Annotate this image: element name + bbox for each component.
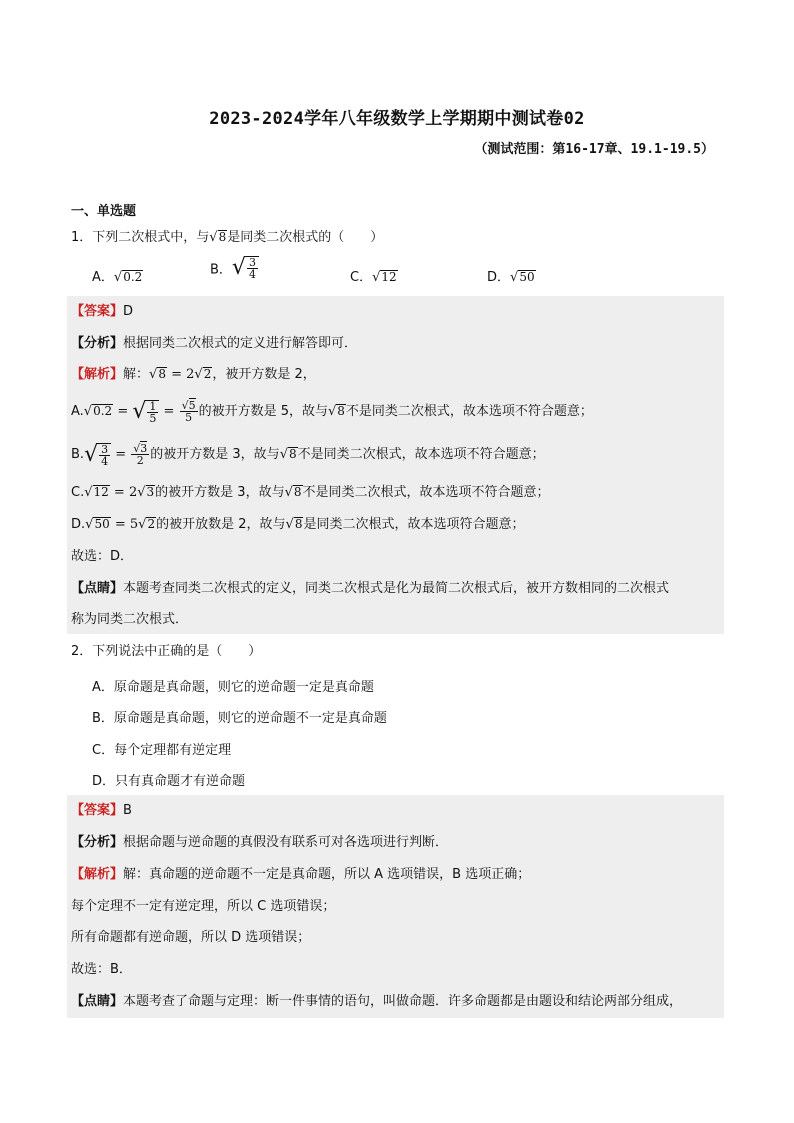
answer-tag: 【答案】 [71,304,124,319]
q1-stem-b: 是同类二次根式的（ ） [227,230,384,245]
sqrt-icon: √ [132,398,147,424]
q1-comment [71,580,669,598]
sqrt-icon: √ [138,517,147,532]
q1-option-b-num: 3 [248,256,256,269]
sqrt-icon: √ [137,485,146,500]
analysis-tag: 【分析】 [71,336,124,351]
q1-option-a [92,266,143,285]
q1-line-a-r-den: 5 [185,411,193,424]
q1-option-d [487,266,536,285]
q1-line-a-text2: 不是同类二次根式，故本选项不符合题意； [345,404,593,419]
solution-tag: 【解析】 [71,367,124,382]
q1-line-a-eq2: = [159,404,179,419]
q1-sol-rad8: 8 [158,367,166,381]
q1-line-c [71,484,550,502]
sqrt-icon: √ [327,404,337,419]
q1-sol-a: 解： [123,367,150,382]
q1-line-d-eq: = 5 [110,517,139,532]
q1-stem-radicand: 8 [218,230,227,244]
q2-option-b: B．原命题是真命题，则它的逆命题不一定是真命题 [92,711,387,726]
comment-tag: 【点睛】 [71,994,124,1009]
q2-answer [71,802,132,820]
q1-sol-b: ，被开方数是 2， [212,367,316,382]
q2-comment [71,993,682,1011]
q1-line-b-label: B. [71,447,85,462]
sqrt-icon: √ [84,441,99,467]
q1-line-a-sqrt-frac [132,400,159,424]
q1-line-c-text: 的被开方数是 3，故与 [155,485,285,500]
q1-line-d-rad2: 2 [147,517,156,531]
q2-solution [71,866,530,884]
doc-title: 2023-2024学年八年级数学上学期期中测试卷02 [209,109,585,129]
sqrt-icon: √ [285,517,294,532]
q1-line-c-rad3: 3 [146,485,155,499]
q1-line-b-r-den: 2 [136,454,144,467]
q1-answer [71,303,133,321]
q1-line-a-text: 的被开方数是 5，故与 [198,404,328,419]
q1-analysis [71,335,357,353]
doc-subtitle: （测试范围：第16-17章、19.1-19.5） [474,142,714,157]
q1-option-c-radicand: 12 [381,270,397,284]
q1-option-a-radicand: 0.2 [123,270,143,284]
q1-analysis-text: 根据同类二次根式的定义进行解答即可． [123,336,358,351]
q2-option-d: D．只有真命题才有逆命题 [92,774,246,789]
q2-option-c: C．每个定理都有逆定理 [92,743,232,758]
q1-line-d-text: 的被开放数是 2，故与 [156,517,286,532]
q1-line-d [71,516,524,534]
q1-line-a-r-num: 5 [188,399,196,412]
q2-comment-text: 本题考查了命题与定理：断一件事情的语句，叫做命题．许多命题都是由题设和结论两部分组成， [123,994,683,1009]
sqrt-icon: √ [372,270,381,285]
q2-solution-text: 解：真命题的逆命题不一定是真命题，所以 A 选项错误，B 选项正确； [123,867,531,882]
q1-line-b-sqrt-frac [84,443,111,467]
sqrt-icon: √ [84,485,93,500]
q2-choose: 故选：B． [71,962,132,977]
q1-option-b-den: 4 [248,268,256,281]
q1-line-c-rad: 12 [93,485,109,499]
sqrt-icon: √ [284,485,293,500]
q1-line-b-den: 4 [101,454,109,468]
sqrt-icon: √ [83,404,93,419]
q1-choose: 故选：D． [71,549,134,564]
q1-line-d-label: D. [71,517,86,532]
q1-solution [71,366,316,384]
q1-option-c-label: C． [350,270,373,285]
q1-line-b-rad8: 8 [288,447,297,461]
sqrt-icon: √ [133,442,141,455]
q1-comment-text-1: 本题考查同类二次根式的定义，同类二次根式是化为最简二次根式后，被开方数相同的二次根式 [123,581,670,596]
q2-stem: 2．下列说法中正确的是（ ） [71,644,262,659]
q1-sol-rad2: 2 [203,367,212,381]
sqrt-icon: √ [209,230,218,245]
q2-analysis [71,834,448,852]
section-heading: 一、单选题 [71,204,137,219]
q1-line-b-text: 的被开方数是 3，故与 [150,447,280,462]
q1-line-a [71,398,593,426]
q1-answer-value: D [123,304,134,319]
sqrt-icon: √ [181,399,189,412]
sqrt-icon: √ [231,255,246,280]
q2-analysis-text: 根据命题与逆命题的真假没有联系可对各选项进行判断． [123,835,449,850]
sqrt-icon: √ [149,367,158,382]
q1-line-a-eq: = [113,404,133,419]
q1-option-a-label: A． [92,270,114,285]
q1-option-b-sqrt [232,256,259,280]
q1-line-b [71,441,545,469]
q1-option-b-fraction [247,257,258,280]
q1-line-b-num: 3 [101,442,109,456]
q1-option-b-label: B． [210,262,232,278]
q1-stem-a: 1．下列二次根式中，与 [71,230,210,245]
q1-line-b-r-num: 3 [140,442,148,455]
q1-stem [71,229,383,247]
comment-tag: 【点睛】 [71,581,124,596]
q1-option-c [350,266,398,285]
q1-sol-eq: = 2 [166,367,195,382]
q1-line-d-text2: 是同类二次根式，故本选项符合题意； [303,517,525,532]
q1-line-a-rad8: 8 [337,404,345,418]
q1-line-a-label: A. [71,404,84,419]
sqrt-icon: √ [85,517,94,532]
q1-line-a-result [180,400,198,423]
sqrt-icon: √ [194,367,203,382]
q2-solution-line-3: 所有命题都有逆命题，所以 D 选项错误； [71,930,311,945]
sqrt-icon: √ [113,270,123,285]
q1-line-a-frac-num: 1 [149,399,157,413]
q1-line-b-result [131,443,149,466]
solution-tag: 【解析】 [71,867,124,882]
q1-option-d-label: D． [487,270,511,285]
sqrt-icon: √ [279,447,288,462]
q1-comment-cont: 称为同类二次根式． [71,612,189,627]
q1-option-d-radicand: 50 [519,270,535,284]
q2-answer-value: B [123,803,132,818]
q1-line-c-rad8: 8 [293,485,302,499]
analysis-tag: 【分析】 [71,835,124,850]
q1-line-c-text2: 不是同类二次根式，故本选项不符合题意； [302,485,550,500]
q1-option-b [210,256,259,280]
q1-line-d-rad8: 8 [294,517,303,531]
q1-line-c-label: C. [71,485,85,500]
q1-line-b-eq: = [111,447,131,462]
q2-solution-line-2: 每个定理不一定有逆定理，所以 C 选项错误； [71,899,336,914]
q1-line-a-rad: 0.2 [93,404,113,418]
answer-tag: 【答案】 [71,803,124,818]
sqrt-icon: √ [510,270,519,285]
q1-line-d-rad: 50 [94,517,110,531]
q1-line-a-frac-den: 5 [149,411,157,425]
q1-line-b-text2: 不是同类二次根式，故本选项不符合题意； [297,447,545,462]
q1-line-c-eq: = 2 [109,485,138,500]
q2-option-a: A．原命题是真命题，则它的逆命题一定是真命题 [92,680,374,695]
